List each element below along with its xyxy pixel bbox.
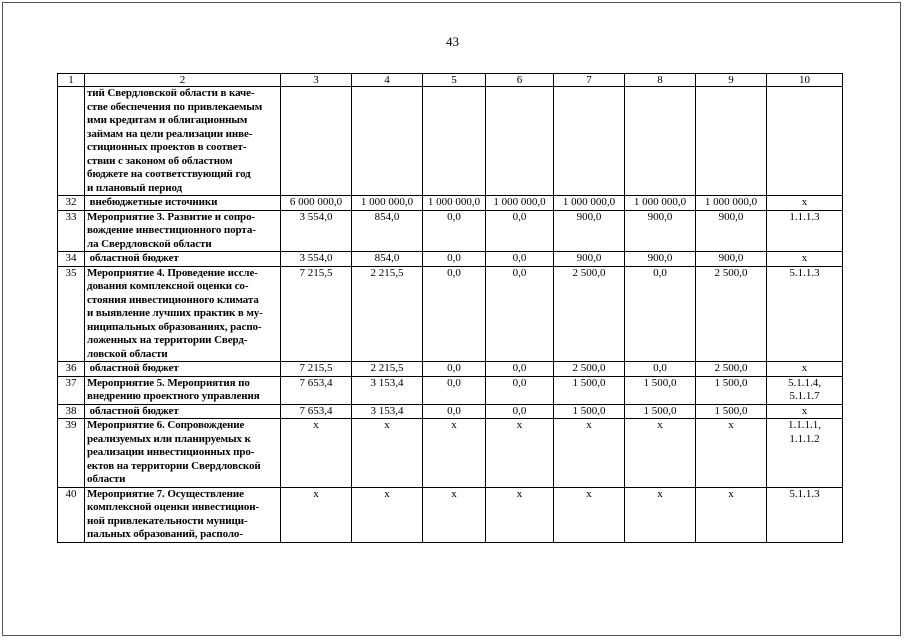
description-line: займам на цели реализации инве- [87,127,253,140]
description-line: областной бюджет [87,252,179,264]
description-line: дования комплексной оценки со- [87,280,249,292]
value-cell: x [423,487,486,542]
value-cell: x [696,419,767,488]
value-cell: x [281,419,352,488]
row-number-cell: 33 [58,210,85,252]
value-cell: 0,0 [423,210,486,252]
row-number-cell: 32 [58,196,85,211]
value-cell [423,87,486,196]
table-row [58,404,843,419]
value-cell: x [554,419,625,488]
description-line: и плановый период [87,181,183,194]
description-line: внебюджетные источники [87,196,218,208]
row-number-cell: 39 [58,419,85,488]
header-cell: 2 [85,74,281,87]
header-cell: 7 [554,74,625,87]
description-cell [85,404,281,419]
value-cell: 900,0 [554,210,625,252]
description-line: стве обеспечения по привлекаемым [87,100,263,113]
reference-cell [767,404,843,419]
value-cell: 1 500,0 [625,404,696,419]
value-cell [486,87,554,196]
value-cell: 2 500,0 [696,362,767,377]
description-line: ниципальных образованиях, распо- [87,320,262,333]
row-number-cell: 37 [58,376,85,404]
row-number-cell: 34 [58,252,85,267]
value-cell: x [352,419,423,488]
description-line: вождение инвестиционного порта- [87,224,256,236]
value-cell: 3 554,0 [281,252,352,267]
value-cell: 1 000 000,0 [423,196,486,211]
value-cell [696,87,767,196]
value-cell: 0,0 [486,210,554,252]
reference-line: 5.1.1.4, [788,376,821,389]
description-line: комплексной оценки инвестицион- [87,501,260,513]
value-cell: 0,0 [486,252,554,267]
description-line: стиционных проектов в соответ- [87,141,247,153]
description-cell [85,196,281,211]
description-line: ложенных на территории Сверд- [87,334,248,346]
description-line: Мероприятие 7. Осуществление [87,487,244,500]
value-cell: x [423,419,486,488]
value-cell: 3 153,4 [352,376,423,404]
value-cell: 1 500,0 [625,376,696,404]
value-cell: x [554,487,625,542]
value-cell [281,87,352,196]
reference-line: x [801,362,808,374]
description-line: ной привлекательности муници- [87,514,248,527]
value-cell: x [281,487,352,542]
description-line: пальных образований, располо- [87,528,243,540]
reference-cell [767,210,843,252]
reference-line: x [801,404,808,417]
reference-line: x [801,196,808,208]
description-line: ла Свердловской области [87,237,212,250]
value-cell: 0,0 [423,376,486,404]
value-cell: 0,0 [486,376,554,404]
reference-cell [767,196,843,211]
value-cell: 2 215,5 [352,266,423,362]
header-cell: 8 [625,74,696,87]
table-row [58,196,843,211]
value-cell: 0,0 [423,362,486,377]
reference-cell [767,376,843,404]
table-row [58,362,843,377]
value-cell: 1 000 000,0 [554,196,625,211]
table-row [58,487,843,542]
value-cell: x [696,487,767,542]
header-cell: 10 [767,74,843,87]
description-line: реализации инвестиционных про- [87,446,255,458]
row-number-cell: 40 [58,487,85,542]
table-row [58,419,843,488]
header-cell: 3 [281,74,352,87]
value-cell: 0,0 [423,266,486,362]
table-body [58,87,843,543]
value-cell: 0,0 [486,266,554,362]
reference-cell [767,266,843,362]
value-cell: 900,0 [696,210,767,252]
table-row [58,87,843,196]
reference-line: 5.1.1.3 [789,266,820,279]
value-cell: 1 000 000,0 [486,196,554,211]
description-cell [85,266,281,362]
reference-cell [767,87,843,196]
value-cell: 7 653,4 [281,404,352,419]
description-line: тий Свердловской области в каче- [87,87,255,99]
row-number-cell: 36 [58,362,85,377]
value-cell: 0,0 [486,362,554,377]
row-number-cell [58,87,85,196]
value-cell: 900,0 [696,252,767,267]
value-cell: 0,0 [423,252,486,267]
header-row [58,74,843,87]
reference-line: x [801,252,808,264]
description-cell [85,362,281,377]
reference-cell [767,252,843,267]
value-cell: 7 653,4 [281,376,352,404]
header-cell: 1 [58,74,85,87]
value-cell: 1 500,0 [696,404,767,419]
description-line: Мероприятие 5. Мероприятия по [87,376,250,389]
row-number-cell: 35 [58,266,85,362]
description-cell [85,87,281,196]
value-cell: 0,0 [423,404,486,419]
reference-cell [767,487,843,542]
table-row [58,252,843,267]
description-cell [85,252,281,267]
reference-line: 5.1.1.3 [789,487,820,500]
table-row [58,376,843,404]
value-cell: x [486,419,554,488]
value-cell: 2 500,0 [554,362,625,377]
description-line: ловской области [87,347,168,360]
description-cell [85,376,281,404]
value-cell: 854,0 [352,252,423,267]
description-line: бюджете на соответствующий год [87,168,251,180]
header-cell: 4 [352,74,423,87]
value-cell: 1 500,0 [696,376,767,404]
description-line: внедрению проектного управления [87,390,260,402]
row-number-cell: 38 [58,404,85,419]
reference-cell [767,419,843,488]
value-cell [352,87,423,196]
header-cell: 6 [486,74,554,87]
value-cell: x [486,487,554,542]
description-line: Мероприятие 4. Проведение иссле- [87,266,258,279]
value-cell: 900,0 [625,210,696,252]
description-line: ими кредитам и облигационным [87,114,248,126]
description-line: областной бюджет [87,362,179,374]
value-cell: x [352,487,423,542]
description-line: Мероприятие 6. Сопровождение [87,419,245,431]
page-number: 43 [446,34,459,49]
description-line: и выявление лучших практик в му- [87,307,263,319]
header-cell: 9 [696,74,767,87]
value-cell: 1 000 000,0 [625,196,696,211]
description-line: областной бюджет [87,404,179,417]
value-cell: 7 215,5 [281,266,352,362]
description-cell [85,419,281,488]
description-line: ствии с законом об областном [87,154,233,167]
value-cell: 0,0 [486,404,554,419]
reference-line: 1.1.1.3 [789,210,820,223]
description-cell [85,210,281,252]
value-cell: 3 153,4 [352,404,423,419]
reference-cell [767,362,843,377]
value-cell: 900,0 [554,252,625,267]
reference-line: 1.1.1.1, [788,419,821,431]
value-cell: 0,0 [625,266,696,362]
description-line: ектов на территории Свердловской [87,459,261,472]
value-cell: 1 500,0 [554,404,625,419]
description-line: реализуемых или планируемых к [87,432,251,445]
description-line: области [87,473,126,485]
value-cell: 1 000 000,0 [696,196,767,211]
value-cell: 1 500,0 [554,376,625,404]
description-line: Мероприятие 3. Развитие и сопро- [87,210,256,223]
table-row [58,266,843,362]
value-cell [625,87,696,196]
reference-line: 5.1.1.7 [789,390,820,402]
value-cell: 1 000 000,0 [352,196,423,211]
value-cell: 2 500,0 [554,266,625,362]
value-cell: 900,0 [625,252,696,267]
value-cell [554,87,625,196]
value-cell: 7 215,5 [281,362,352,377]
value-cell: 6 000 000,0 [281,196,352,211]
budget-table [57,73,843,543]
value-cell: x [625,419,696,488]
value-cell: 2 215,5 [352,362,423,377]
value-cell: 3 554,0 [281,210,352,252]
value-cell: 0,0 [625,362,696,377]
reference-line: 1.1.1.2 [789,432,820,445]
description-line: стояния инвестиционного климата [87,293,259,306]
header-cell: 5 [423,74,486,87]
table-row [58,210,843,252]
value-cell: x [625,487,696,542]
value-cell: 2 500,0 [696,266,767,362]
description-cell [85,487,281,542]
value-cell: 854,0 [352,210,423,252]
